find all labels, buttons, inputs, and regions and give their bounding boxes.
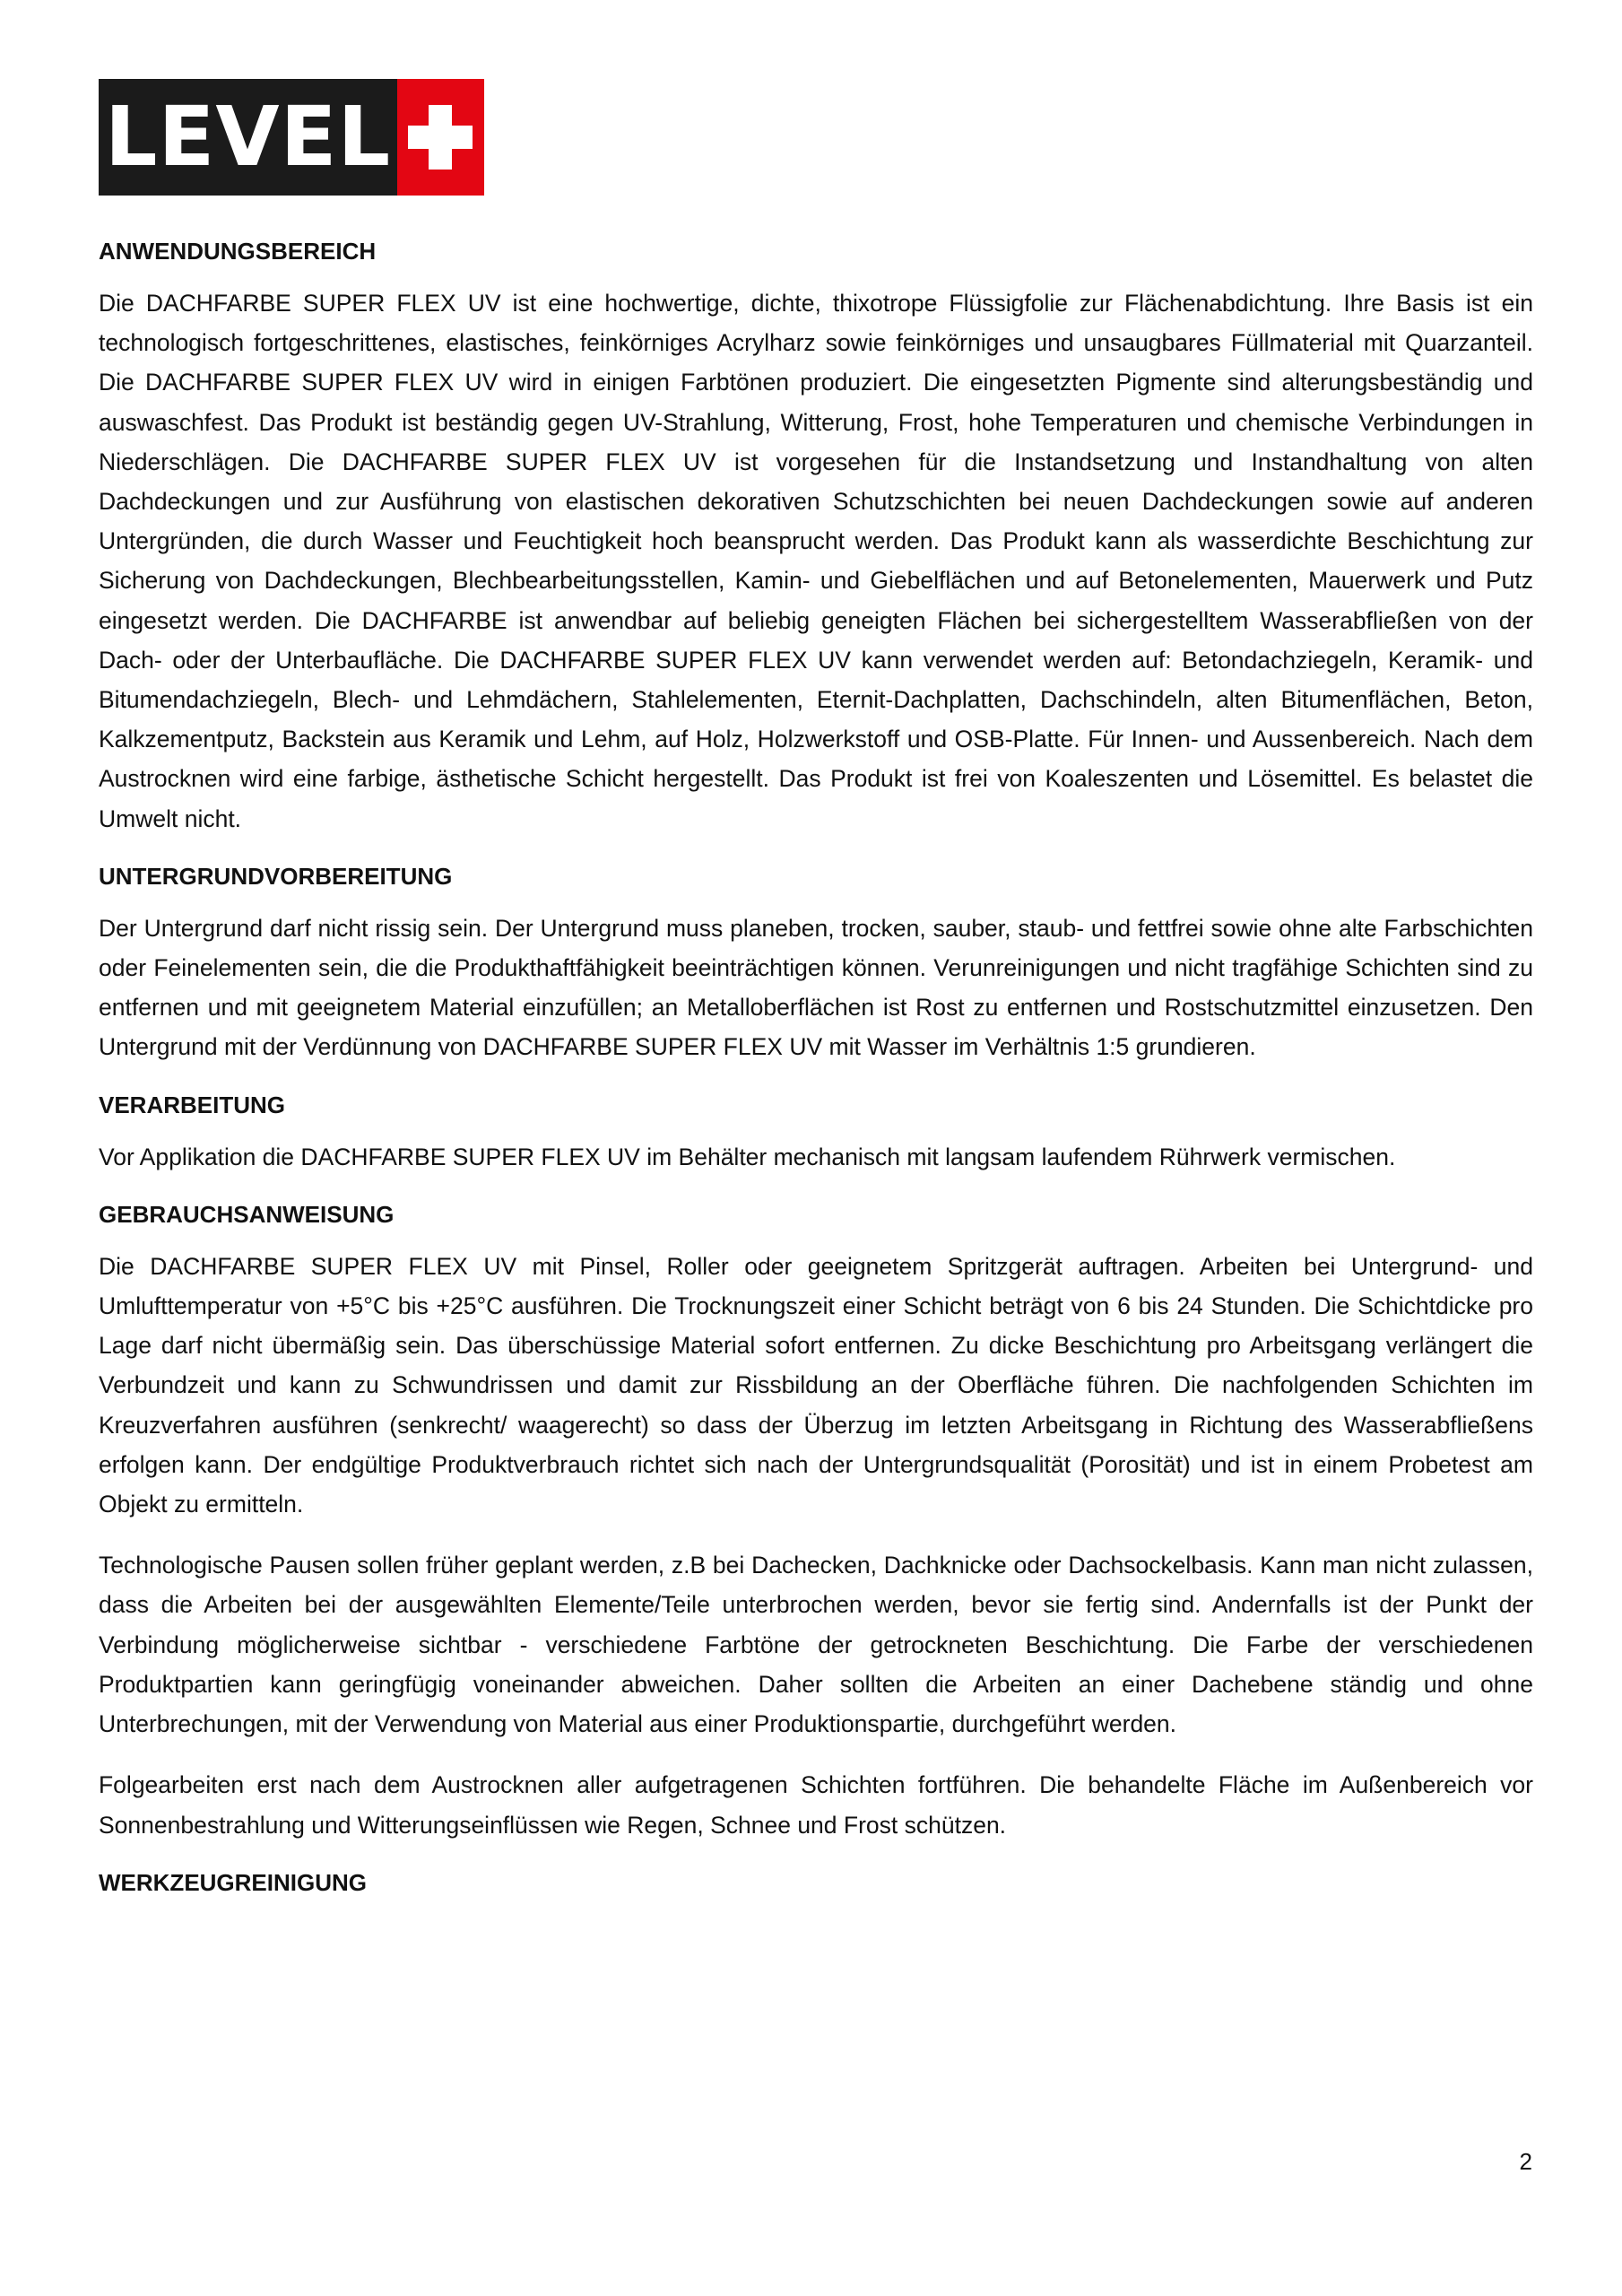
document-body — [99, 235, 1533, 1915]
section-heading: GEBRAUCHSANWEISUNG — [99, 1200, 395, 1228]
section-paragraph: Der Untergrund darf nicht rissig sein. Der Untergrund muss planeben, trocken, sauber, staub- und fettfrei sowie ohne alte Farbschichten oder Feinelementen sein, die die Produkthaftfähigkeit beeinträchtigen können. Verunreinigungen und nicht tragfähige Schichten sind zu entfernen und mit geeignetem Material einzufüllen; an Metalloberflächen ist Rost zu entfernen und Rostschutzmittel einzusetzen. Den Untergrund mit der Verdünnung von DACHFARBE SUPER FLEX UV mit Wasser im Verhältnis 1:5 grundieren. — [99, 914, 1533, 1061]
section-paragraph: Die DACHFARBE SUPER FLEX UV mit Pinsel, Roller oder geeignetem Spritzgerät auftragen. Arbeiten bei Untergrund- und Umlufttemperatur von +5°C bis +25°C ausführen. Die Trocknungszeit einer Schicht beträgt von 6 bis 24 Stunden. Die Schichtdicke pro Lage darf nicht übermäßig sein. Das überschüssige Material sofort entfernen. Zu dicke Beschichtung pro Arbeitsgang verlängert die Verbundzeit und kann zu Schwundrissen und damit zur Rissbildung an der Oberfläche führen. Die nachfolgenden Schichten im Kreuzverfahren ausführen (senkrecht/ waagerecht) so dass der Überzug im letzten Arbeitsgang in Richtung des Wasserabfließens erfolgen kann. Der endgültige Produktverbrauch richtet sich nach der Untergrundsqualität (Porosität) und ist in einem Probetest am Objekt zu ermitteln. — [99, 1252, 1533, 1518]
brand-logo — [99, 79, 484, 196]
section-paragraph: Vor Applikation die DACHFARBE SUPER FLEX UV im Behälter mechanisch mit langsam laufendem Rührwerk vermischen. — [99, 1143, 1396, 1170]
section-paragraph: Technologische Pausen sollen früher geplant werden, z.B bei Dachecken, Dachknicke oder Dachsockelbasis. Kann man nicht zulassen, dass die Arbeiten bei der ausgewählten Elemente/Teile unterbrochen werden, bevor sie fertig sind. Andernfalls ist der Punkt der Verbindung möglicherweise sichtbar - verschiedene Farbtöne der getrockneten Beschichtung. Die Farbe der verschiedenen Produktpartien kann geringfügig voneinander abweichen. Daher sollten die Arbeiten an einer Dachebene ständig und ohne Unterbrechungen, mit der Verwendung von Material aus einer Produktionspartie, durchgeführt werden. — [99, 1552, 1533, 1738]
section-gebrauchsanweisung — [99, 1198, 1533, 1845]
section-heading: VERARBEITUNG — [99, 1091, 286, 1118]
plus-icon — [404, 101, 476, 173]
section-verarbeitung — [99, 1089, 1533, 1177]
section-paragraph: Die DACHFARBE SUPER FLEX UV ist eine hochwertige, dichte, thixotrope Flüssigfolie zur Flächenabdichtung. Ihre Basis ist ein technologisch fortgeschrittenes, elastisches, feinkörniges Acrylharz sowie feinkörniges und unsaugbares Füllmaterial mit Quarzanteil. Die DACHFARBE SUPER FLEX UV wird in einigen Farbtönen produziert. Die eingesetzten Pigmente sind alterungsbeständig und auswaschfest. Das Produkt ist beständig gegen UV-Strahlung, Witterung, Frost, hohe Temperaturen und chemische Verbindungen in Niederschlägen. Die DACHFARBE SUPER FLEX UV ist vorgesehen für die Instandsetzung und Instandhaltung von alten Dachdeckungen und zur Ausführung von elastischen dekorativen Schutzschichten bei neuen Dachdeckungen sowie auf anderen Untergründen, die durch Wasser und Feuchtigkeit hoch beansprucht werden. Das Produkt kann als wasserdichte Beschichtung zur Sicherung von Dachdeckungen, Blechbearbeitungsstellen, Kamin- und Giebelflächen und auf Betonelementen, Mauerwerk und Putz eingesetzt werden. Die DACHFARBE ist anwendbar auf beliebig geneigten Flächen bei sichergestelltem Wasserabfließen von der Dach- oder der Unterbaufläche. Die DACHFARBE SUPER FLEX UV kann verwendet werden auf: Betondachziegeln, Keramik- und Bitumendachziegeln, Blech- und Lehmdächern, Stahlelementen, Eternit-Dachplatten, Dachschindeln, alten Bitumenflächen, Beton, Kalkzementputz, Backstein aus Keramik und Lehm, auf Holz, Holzwerkstoff und OSB-Platte. Für Innen- und Aussenbereich. Nach dem Austrocknen wird eine farbige, ästhetische Schicht hergestellt. Das Produkt ist frei von Koaleszenten und Lösemittel. Es belastet die Umwelt nicht. — [99, 290, 1533, 832]
section-anwendungsbereich — [99, 235, 1533, 839]
section-heading: ANWENDUNGSBEREICH — [99, 238, 377, 265]
section-heading: WERKZEUGREINIGUNG — [99, 1868, 367, 1896]
logo-wordmark: LEVEL — [104, 89, 392, 185]
section-paragraph: Folgearbeiten erst nach dem Austrocknen aller aufgetragenen Schichten fortführen. Die behandelte Fläche im Außenbereich vor Sonnenbestrahlung und Witterungseinflüssen wie Regen, Schnee und Frost schützen. — [99, 1771, 1533, 1839]
page-number: 2 — [1519, 2148, 1532, 2175]
logo-wordmark-box — [99, 79, 397, 196]
section-untergrundvorbereitung — [99, 860, 1533, 1067]
section-heading: UNTERGRUNDVORBEREITUNG — [99, 862, 453, 890]
section-werkzeugreinigung — [99, 1866, 1533, 1899]
logo-plus-box — [397, 79, 484, 196]
